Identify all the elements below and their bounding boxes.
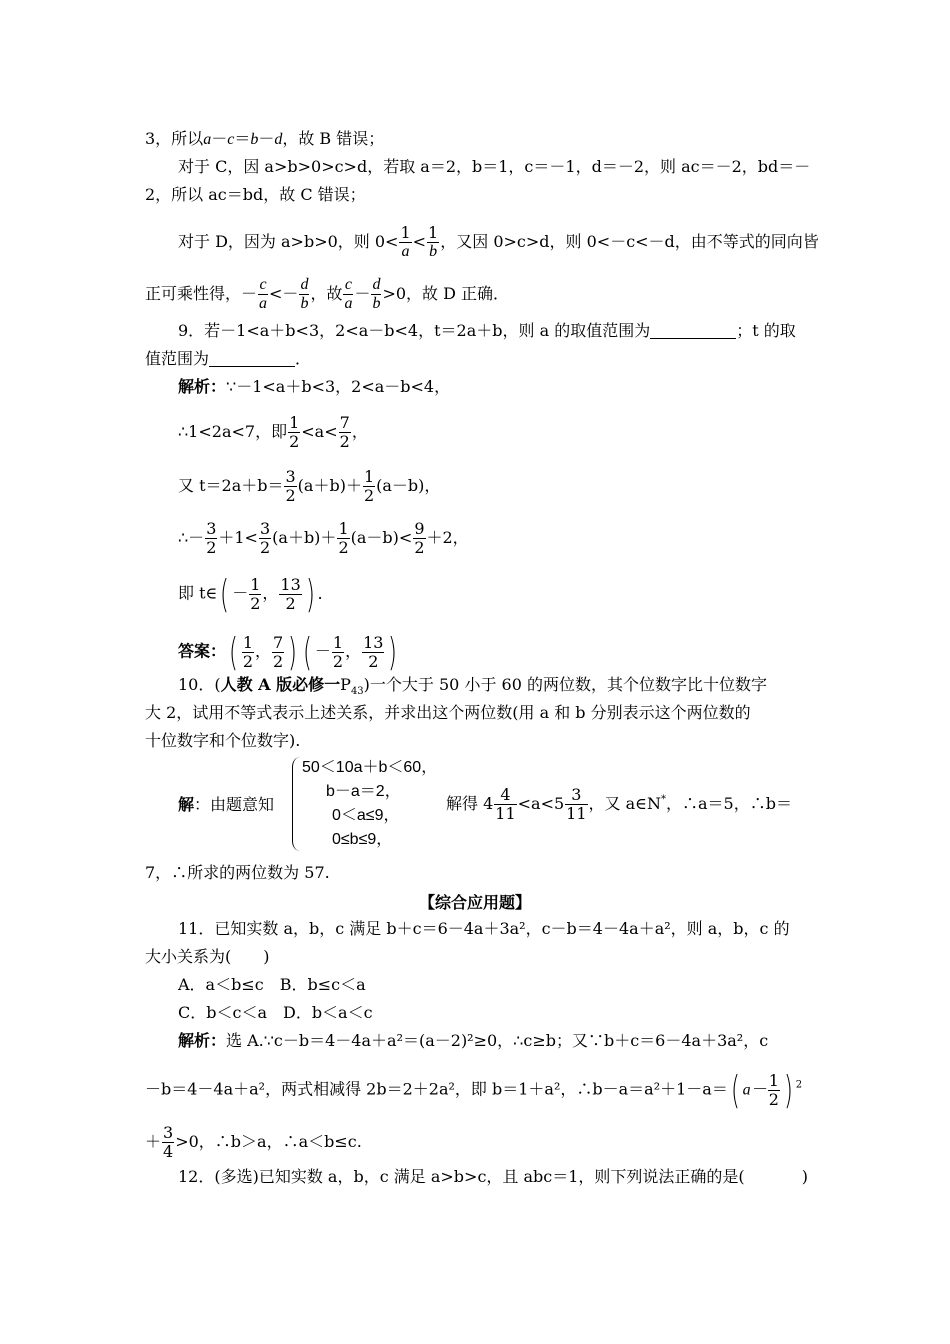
text: (a＋b)＋ (272, 528, 337, 547)
text: 正可乘性得，－ (145, 284, 258, 303)
text: － (314, 641, 331, 661)
solution-label: 解析： (178, 1031, 227, 1050)
fraction: $\frac{9}{2}$ (414, 519, 425, 557)
text: (a－b)， (376, 476, 441, 495)
text: <a< (301, 422, 338, 441)
answer-blank[interactable] (650, 322, 736, 339)
text: P (340, 675, 351, 694)
solution-line (145, 276, 805, 313)
solution-line (178, 520, 838, 557)
text: 对于 D，因为 a>b>0，则 0< (178, 232, 399, 251)
text: 又 t＝2a＋b＝ (178, 476, 284, 495)
text: ， (345, 641, 362, 661)
text: ，又因 0>c>d，则 0<－c<－d，由不等式的同向皆 (440, 232, 819, 251)
system-row: 0＜a≤9， (332, 807, 400, 824)
superscript: 2 (795, 1079, 803, 1091)
question-9-line-2 (145, 348, 805, 370)
text: ，又 a∈N (588, 794, 662, 813)
text: 即 t∈ (178, 583, 218, 603)
var: b (250, 131, 259, 148)
text: ，∴a＝5，∴b＝ (666, 794, 792, 813)
text: ＋1< (218, 528, 258, 547)
answer-blank[interactable] (209, 350, 295, 367)
fraction: $\frac{3}{2}$ (206, 519, 217, 557)
left-paren: ( (303, 630, 312, 674)
option-line: C．b＜c＜a D．b＜a＜c (178, 1003, 373, 1022)
text: ：由题意知 (194, 795, 275, 814)
text: <a<5 (517, 794, 565, 813)
solution-line (178, 574, 838, 614)
system-row: 0≤b≤9， (332, 831, 393, 848)
answer-line (178, 632, 838, 672)
text: － (354, 284, 371, 303)
fraction: $\frac{1}{2}$ (768, 1070, 779, 1109)
question-11-line: 大小关系为( ) (145, 947, 270, 966)
fraction: $\frac{4}{11}$ (495, 785, 516, 823)
text: a－ (742, 1081, 767, 1099)
left-paren: ( (228, 630, 238, 674)
fraction: $\frac{3}{4}$ (163, 1123, 174, 1161)
question-12 (178, 1166, 808, 1188)
fraction: $\frac{d}{b}$ (372, 276, 381, 312)
solution-label: 解 (178, 795, 195, 814)
brace (292, 757, 301, 851)
solution-line (446, 786, 806, 823)
text: －b＝4－4a＋a²，两式相减得 2b＝2＋2a²，即 b＝1＋a²，∴b－a＝a²＋1－a＝ (145, 1079, 728, 1099)
text: ＋2， (426, 528, 469, 547)
right-paren: ) (388, 630, 398, 674)
text: (a＋b)＋ (297, 476, 362, 495)
fraction: $\frac{3}{2}$ (285, 467, 296, 505)
fraction: $\frac{7}{2}$ (273, 632, 284, 671)
system-row: 50＜10a＋b＜60， (302, 759, 438, 776)
text: ， (255, 641, 272, 661)
left-paren: ( (220, 572, 230, 616)
fraction: $\frac{3}{2}$ (259, 519, 271, 557)
var: d (274, 131, 283, 148)
right-paren: ) (783, 1068, 793, 1112)
solution-line (145, 1070, 805, 1110)
solution-line: 2，所以 ac＝bd，故 C 错误； (145, 185, 366, 204)
answer-label: 答案： (178, 641, 227, 661)
text: ． (317, 583, 334, 603)
solution-line: 对于 C，因 a>b>0>c>d，若取 a＝2，b＝1，c＝－1，d＝－2，则 ac＝－2，bd＝－ (178, 157, 811, 176)
fraction: $\frac{1}{2}$ (289, 413, 300, 451)
superscript: * (661, 794, 667, 805)
text: － (211, 129, 228, 148)
text: >0，∴b＞a，∴a＜b≤c. (175, 1132, 362, 1151)
text: ， (351, 422, 368, 441)
text: ＝ (234, 129, 251, 148)
question-9 (178, 320, 838, 342)
text: － (258, 129, 275, 148)
fraction: $\frac{13}{2}$ (363, 632, 384, 671)
solution-line (178, 376, 838, 398)
fraction: $\frac{1}{2}$ (250, 574, 261, 613)
solution-line (178, 224, 838, 261)
right-paren: ) (288, 630, 298, 674)
solution-line (178, 414, 838, 451)
text: ． (295, 349, 312, 368)
text: ，故 (310, 284, 343, 303)
text: 9．若－1<a＋b<3，2<a－b<4，t＝2a＋b，则 a 的取值范围为 (178, 321, 651, 340)
fraction: $\frac{7}{2}$ (339, 413, 350, 451)
solution-line (178, 468, 838, 505)
text: 3，所以 (145, 129, 204, 148)
solution-line (178, 1030, 838, 1052)
text: ，故 B 错误； (282, 129, 385, 148)
system-row: b－a＝2， (326, 783, 401, 800)
left-paren: ( (730, 1068, 740, 1112)
text: ∴－ (178, 528, 205, 547)
text: ∴1<2a<7，即 (178, 422, 288, 441)
right-paren: ) (305, 572, 315, 616)
text: 10．( (178, 675, 221, 694)
fraction: $\frac{c}{a}$ (259, 276, 268, 312)
text: 12．(多选)已知实数 a，b，c 满足 a>b>c，且 abc＝1，则下列说法正确的是( (178, 1167, 745, 1186)
solution-label: 解析： (178, 377, 227, 396)
solution-line (145, 128, 805, 151)
fraction: $\frac{1}{2}$ (332, 632, 344, 671)
text: < (412, 232, 427, 251)
text: 值范围为 (145, 349, 210, 368)
fraction: $\frac{13}{2}$ (280, 574, 301, 613)
text: ∵－1<a＋b<3，2<a－b<4， (226, 377, 451, 396)
text: ；t 的取 (736, 321, 796, 340)
question-10-line: 大 2，试用不等式表示上述关系，并求出这个两位数(用 a 和 b 分别表示这个两位数的 (145, 703, 751, 722)
solution-line: 7，∴所求的两位数为 57. (145, 863, 330, 882)
text: 选 A.∵c－b＝4－4a＋a²＝(a－2)²≥0，∴c≥b；又∵b＋c＝6－4a＋3a²，c (226, 1031, 769, 1050)
page-subscript: 43 (350, 686, 364, 698)
fraction: $\frac{c}{a}$ (344, 276, 353, 312)
var: a (203, 131, 212, 148)
section-heading: 【综合应用题】 (418, 893, 531, 912)
text: (a－b)< (350, 528, 413, 547)
inequality-system (292, 757, 442, 853)
text: ) (801, 1167, 808, 1186)
text: >0，故 D 正确． (382, 284, 510, 303)
text: <－ (269, 284, 299, 303)
fraction: $\frac{1}{2}$ (363, 467, 375, 505)
solution-line (145, 1124, 805, 1161)
fraction: $\frac{1}{2}$ (242, 632, 254, 671)
text: ， (262, 583, 279, 603)
question-10 (178, 674, 838, 696)
fraction: $\frac{d}{b}$ (300, 276, 309, 312)
fraction: $\frac{3}{11}$ (566, 785, 587, 823)
text: )一个大于 50 小于 60 的两位数，其个位数字比十位数字 (363, 675, 767, 694)
var: c (227, 131, 235, 148)
text: － (232, 583, 249, 603)
fraction: $\frac{1}{a}$ (400, 223, 411, 260)
option-line: A．a＜b≤c B．b≤c＜a (178, 975, 366, 994)
fraction: $\frac{1}{b}$ (428, 223, 439, 260)
question-11: 11．已知实数 a，b，c 满足 b＋c＝6－4a＋3a²，c－b＝4－4a＋a²，则 a，b，c 的 (178, 919, 790, 938)
text: 解得 4 (446, 794, 494, 813)
question-10-line: 十位数字和个位数字). (145, 731, 301, 750)
fraction: $\frac{1}{2}$ (338, 519, 349, 557)
textbook-source: 人教 A 版必修一 (220, 675, 341, 694)
text: ＋ (145, 1132, 162, 1151)
